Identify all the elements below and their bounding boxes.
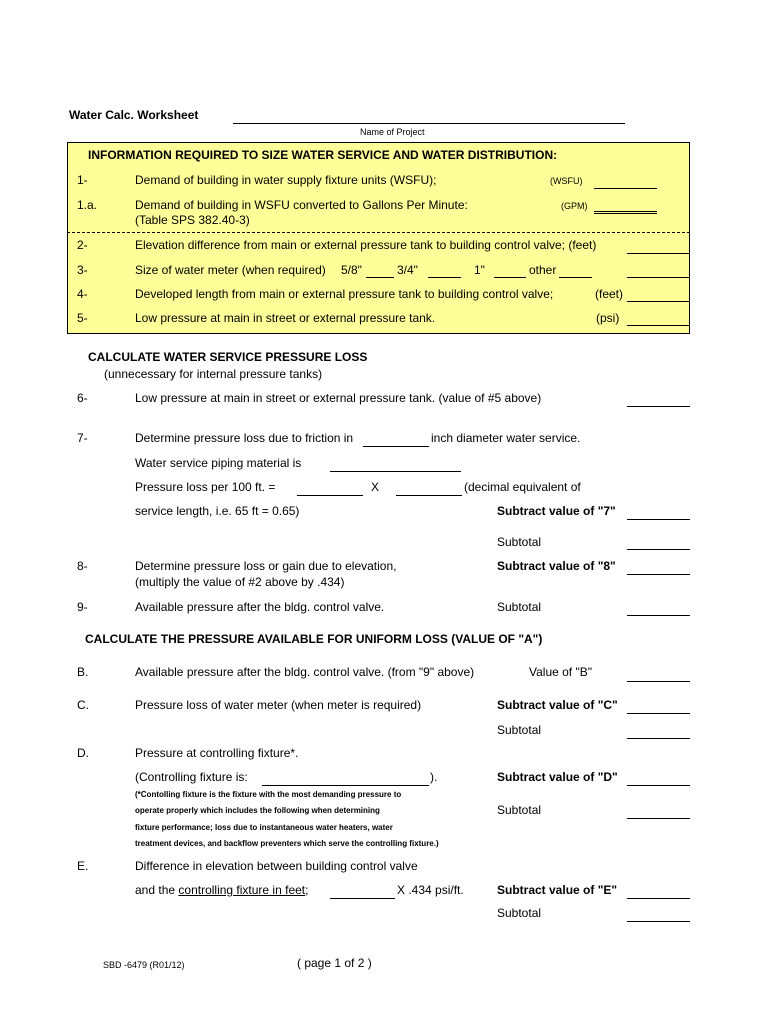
subtract-d-label: Subtract value of "D" [497, 770, 618, 784]
row-d-text: Pressure at controlling fixture*. [135, 746, 299, 760]
row-8-text-2: (multiply the value of #2 above by .434) [135, 575, 345, 589]
subtotal-e-field[interactable] [627, 921, 690, 922]
row-2-number: 2- [77, 238, 88, 252]
loss-per-100-field[interactable] [297, 495, 363, 496]
worksheet-title: Water Calc. Worksheet [69, 108, 199, 122]
row-b-letter: B. [77, 665, 89, 679]
row-1a-number: 1.a. [77, 198, 98, 212]
piping-material-field[interactable] [330, 471, 461, 472]
row-7-text-a: Determine pressure loss due to friction in [135, 431, 354, 445]
subtract-8-label: Subtract value of "8" [497, 559, 616, 573]
multiply-sign: X [371, 480, 380, 494]
subtotal-c-label: Subtotal [497, 723, 542, 737]
subtract-e-field[interactable] [627, 898, 690, 899]
subtract-c-label: Subtract value of "C" [497, 698, 618, 712]
row-1-text: Demand of building in water supply fixture units (WSFU); [135, 173, 437, 187]
fixture-note-line-3: fixture performance; loss due to instantaneous water heaters, water [135, 823, 393, 832]
meter-5-8-field[interactable] [366, 277, 394, 278]
subtract-d-field[interactable] [627, 785, 690, 786]
row-b-text: Available pressure after the bldg. control valve. (from "9" above) [135, 665, 475, 679]
subtotal-e-label: Subtotal [497, 906, 542, 920]
meter-option-other: other [529, 263, 557, 277]
section-1-subheading: (unnecessary for internal pressure tanks) [104, 367, 323, 381]
row-4-number: 4- [77, 287, 88, 301]
subtract-c-field[interactable] [627, 713, 690, 714]
elevation-feet-field[interactable] [330, 898, 395, 899]
fixture-note-line-2: operate properly which includes the following when determining [135, 806, 380, 815]
row-3-number: 3- [77, 263, 88, 277]
row-3-text: Size of water meter (when required) [135, 263, 326, 277]
fixture-note-line-4: treatment devices, and backflow preventers which serve the controlling fixture.) [135, 839, 439, 848]
value-b-label: Value of "B" [529, 665, 592, 679]
subtotal-9-field[interactable] [627, 615, 690, 616]
row-d-letter: D. [77, 746, 89, 760]
row-1-number: 1- [77, 173, 88, 187]
row-e-text-2 [135, 883, 308, 897]
row-9-number: 9- [77, 600, 88, 614]
meter-option-5-8: 5/8" [341, 263, 362, 277]
subtotal-9-label: Subtotal [497, 600, 542, 614]
fixture-note-line-1: (*Contolling fixture is the fixture with the most demanding pressure to [135, 790, 402, 799]
subtract-8-field[interactable] [627, 574, 690, 575]
row-5-unit: (psi) [596, 311, 620, 325]
page-number: ( page 1 of 2 ) [297, 956, 372, 970]
row-1a-unit: (GPM) [561, 201, 588, 211]
section-1-heading: CALCULATE WATER SERVICE PRESSURE LOSS [88, 350, 368, 364]
row-4-field[interactable] [627, 301, 690, 302]
row-1a-text-2: (Table SPS 382.40-3) [135, 213, 250, 227]
controlling-fixture-label: (Controlling fixture is: [135, 770, 248, 784]
section-2-heading: CALCULATE THE PRESSURE AVAILABLE FOR UNIFORM LOSS (VALUE OF "A") [85, 632, 543, 646]
row-6-field[interactable] [627, 406, 690, 407]
row-3-field[interactable] [627, 277, 690, 278]
row-c-text: Pressure loss of water meter (when meter is required) [135, 698, 422, 712]
meter-1-field[interactable] [494, 277, 526, 278]
psi-per-ft-factor: X .434 psi/ft. [397, 883, 464, 897]
row-6-text: Low pressure at main in street or external pressure tank. (value of #5 above) [135, 391, 542, 405]
row-5-field[interactable] [627, 325, 690, 326]
subtract-e-label: Subtract value of "E" [497, 883, 618, 897]
decimal-equivalent-label: (decimal equivalent of [464, 480, 581, 494]
row-e-text: Difference in elevation between building control valve [135, 859, 418, 873]
form-id: SBD -6479 (R01/12) [103, 960, 185, 970]
pipe-diameter-field[interactable] [363, 446, 429, 447]
controlling-fixture-close: ). [430, 770, 438, 784]
subtotal-7-field[interactable] [627, 549, 690, 550]
meter-option-3-4: 3/4" [397, 263, 418, 277]
subtotal-d-label: Subtotal [497, 803, 542, 817]
row-8-number: 8- [77, 559, 88, 573]
meter-3-4-field[interactable] [428, 277, 461, 278]
subtotal-d-field[interactable] [627, 818, 690, 819]
project-name-caption: Name of Project [360, 127, 425, 137]
row-1-unit: (WSFU) [550, 176, 583, 186]
row-e-controlling-fixture: controlling fixture in feet [178, 883, 306, 897]
controlling-fixture-field[interactable] [262, 785, 429, 786]
row-7-number: 7- [77, 431, 88, 445]
row-e-semicolon: ; [305, 883, 309, 897]
subtract-7-label: Subtract value of "7" [497, 504, 616, 518]
row-5-number: 5- [77, 311, 88, 325]
service-length-example: service length, i.e. 65 ft = 0.65) [135, 504, 300, 518]
row-4-unit: (feet) [595, 287, 624, 301]
pressure-loss-per-100-label: Pressure loss per 100 ft. = [135, 480, 276, 494]
decimal-length-field[interactable] [396, 495, 462, 496]
row-4-text: Developed length from main or external pressure tank to building control valve; [135, 287, 554, 301]
subtract-7-field[interactable] [627, 519, 690, 520]
row-2-text: Elevation difference from main or external pressure tank to building control valve; (feet) [135, 238, 597, 252]
info-box-divider [67, 232, 690, 233]
piping-material-label: Water service piping material is [135, 456, 302, 470]
meter-option-1: 1" [474, 263, 485, 277]
row-7-text-b: inch diameter water service. [431, 431, 581, 445]
row-e-and-the: and the [135, 883, 176, 897]
row-9-text: Available pressure after the bldg. control valve. [135, 600, 385, 614]
row-c-letter: C. [77, 698, 89, 712]
row-1a-text: Demand of building in WSFU converted to Gallons Per Minute: [135, 198, 468, 212]
row-8-text: Determine pressure loss or gain due to elevation, [135, 559, 397, 573]
row-1-field[interactable] [594, 188, 657, 189]
row-5-text: Low pressure at main in street or external pressure tank. [135, 311, 436, 325]
subtotal-c-field[interactable] [627, 738, 690, 739]
row-1a-field[interactable] [594, 211, 657, 214]
meter-other-field[interactable] [559, 277, 592, 278]
subtotal-7-label: Subtotal [497, 535, 542, 549]
row-2-field[interactable] [627, 253, 690, 254]
project-name-field[interactable] [233, 123, 625, 124]
value-b-field[interactable] [627, 681, 690, 682]
row-e-letter: E. [77, 859, 89, 873]
row-6-number: 6- [77, 391, 88, 405]
info-heading: INFORMATION REQUIRED TO SIZE WATER SERVICE AND WATER DISTRIBUTION: [88, 148, 558, 162]
